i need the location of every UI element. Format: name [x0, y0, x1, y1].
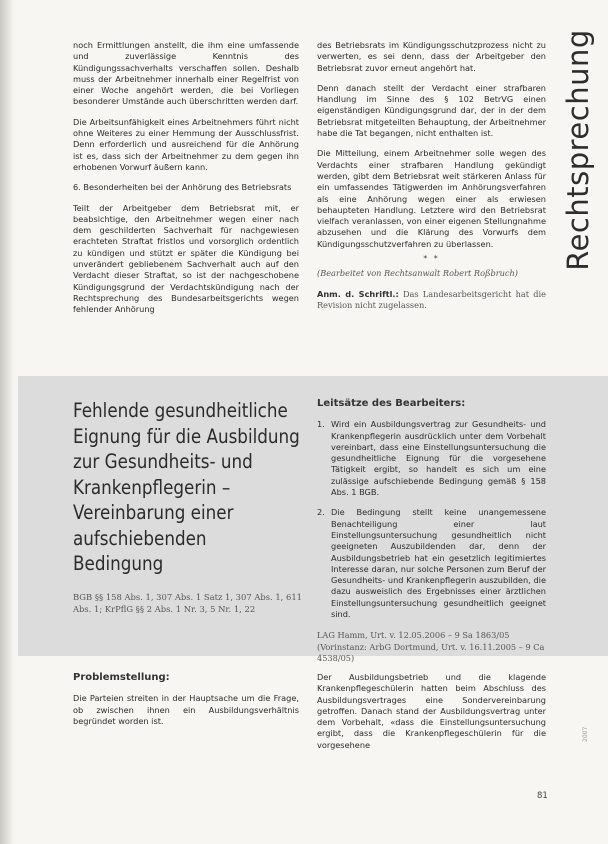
author-remark: [317, 289, 546, 312]
text-column-bottom-right: [317, 672, 546, 751]
author-remark-label: Anm. d. Schriftl.:: [317, 288, 399, 299]
court-citation: LAG Hamm, Urt. v. 12.05.2006 – 9 Sa 1863/05 (Vorinstanz: ArbG Dortmund, Urt. v. 16.11.2005 – 9 Ca 4538/05): [317, 630, 545, 663]
paragraph: Teilt der Arbeitgeber dem Betriebsrat mit, er beabsichtige, den Arbeitnehmer wegen einer nach dem geschilderten Sachverhalt für nachgewiesen erachteten Straftat fristlos und vorsorglich ordentlich zu kündigen und stützt er später die Kündigung bei unverändert gebliebenem Sachverhalt auch auf den Verdacht dieser Straftat, so ist der nachgeschobene Kündigungsgrund der Verdachtskündigung nach der Rechtsprechung des Bundesarbeitsgerichts wegen fehlender Anhörung: [73, 202, 299, 315]
problem-heading: Problemstellung:: [73, 672, 170, 683]
headnotes: [317, 398, 546, 664]
editor-note: (Bearbeitet von Rechtsanwalt Robert Roßbruch): [317, 268, 518, 279]
headnote-number: 1.: [317, 419, 325, 430]
separator-stars: * *: [423, 254, 440, 264]
page-number: 81: [537, 791, 548, 801]
section-side-label: [556, 29, 600, 271]
headnote-item: [317, 419, 546, 498]
article-title-block: [73, 398, 303, 615]
problem-statement: [73, 672, 299, 727]
headnote-number: 2.: [317, 507, 325, 518]
margin-mark: 2007: [582, 726, 589, 742]
headnote-text: Die Bedingung stellt keine unangemessene Benachteiligung einer laut Einstellungsuntersuchung gesundheitlich nicht geeigneten Auszubildenden dar, denn der Ausbildungsbetrieb hat ein gesetzlich legitimiertes Interesse daran, nur solche Personen zum Beruf der Gesundheits- und Krankenpflegerin auszubilden, die dazu ausweislich des Ergebnisses einer ärztlichen Einstellungsuntersuchung gesundheitlich geeignet sind.: [331, 507, 546, 620]
paragraph: Die Mitteilung, einem Arbeitnehmer solle wegen des Verdachts einer strafbaren Handlung gekündigt werden, gibt dem Betriebsrat weit stärkeren Anlass für ein umfassendes Tätigwerden im Anhörungsverfahren als eine Anhörung wegen einer als erwiesen behaupteten Handlung. Letztere wird den Betriebsrat vielfach veranlassen, von einer eigenen Stellungnahme abzusehen und die Klärung des Vorwurfs dem Kündigungsschutzverfahren zu überlassen.: [317, 148, 546, 249]
text-column-top-right: [317, 40, 546, 320]
headnote-text: Wird ein Ausbildungsvertrag zur Gesundheits- und Krankenpflegerin ausdrücklich unter dem Vorbehalt vereinbart, dass eine Einstellungsuntersuchung die gesundheitliche Eignung für die vorgesehene Tätigkeit ergibt, so handelt es sich um eine zulässige aufschiebende Bedingung gemäß § 158 Abs. 1 BGB.: [331, 419, 546, 498]
author-remark-text: Das Landesarbeitsgericht hat die Revision nicht zugelassen.: [317, 288, 546, 310]
paragraph: noch Ermittlungen anstellt, die ihm eine umfassende und zuverlässige Kenntnis des Kündigungssachverhalts verschaffen sollen. Deshalb muss der Arbeitnehmer innerhalb einer Regelfrist von einer Woche angehört werden, die bei Vorliegen besonderer Umstände auch überschritten werden darf.: [73, 40, 299, 107]
page-edge-shadow: [0, 0, 14, 844]
headnote-item: [317, 507, 546, 620]
paragraph: Die Arbeitsunfähigkeit eines Arbeitnehmers führt nicht ohne Weiteres zu einer Hemmung der Ausschlussfrist. Denn erforderlich und ausreichend für die Anhörung ist es, dass sich der Arbeitnehmer zu dem gegen ihn erhobenen Vorwurf äußern kann.: [73, 116, 299, 172]
section-subheading: 6. Besonderheiten bei der Anhörung des Betriebsrats: [73, 182, 292, 193]
problem-text: Die Parteien streiten in der Hauptsache um die Frage, ob zwischen ihnen ein Ausbildungsverhältnis begründet worden ist.: [73, 693, 299, 726]
article-title: Fehlende gesundheitliche Eignung für die Ausbildung zur Gesundheits- und Krankenpflegerin – Vereinbarung einer aufschiebenden Bedingung: [73, 399, 300, 575]
text-column-top-left: [73, 40, 299, 325]
legal-references: BGB §§ 158 Abs. 1, 307 Abs. 1 Satz 1, 307 Abs. 1, 611 Abs. 1; KrPflG §§ 2 Abs. 1 Nr. 3, 5 Nr. 1, 22: [73, 591, 302, 614]
section-side-label-text: Rechtsprechung: [561, 29, 595, 271]
headnotes-list: [317, 419, 546, 620]
paragraph: Denn danach stellt der Verdacht einer strafbaren Handlung im Sinne des § 102 BetrVG einen eigenständigen Kündigungsgrund dar, der in der dem Betriebsrat mitgeteilten Behauptung, der Arbeitnehmer habe die Tat begangen, nicht enthalten ist.: [317, 82, 546, 139]
paragraph: Der Ausbildungsbetrieb und die klagende Krankenpflegeschülerin hatten beim Abschluss des Ausbildungsvertrages eine Sondervereinbarung getroffen. Danach stand der Ausbildungsvertrag unter dem Vorbehalt, «dass die Einstellungsuntersuchung ergibt, dass die Krankenpflegeschülerin für die vorgesehene: [317, 672, 546, 750]
paragraph: des Betriebsrats im Kündigungsschutzprozess nicht zu verwerten, es sei denn, dass der Arbeitgeber den Betriebsrat zuvor erneut angehört hat.: [317, 40, 546, 73]
headnotes-heading: Leitsätze des Bearbeiters:: [317, 398, 466, 409]
